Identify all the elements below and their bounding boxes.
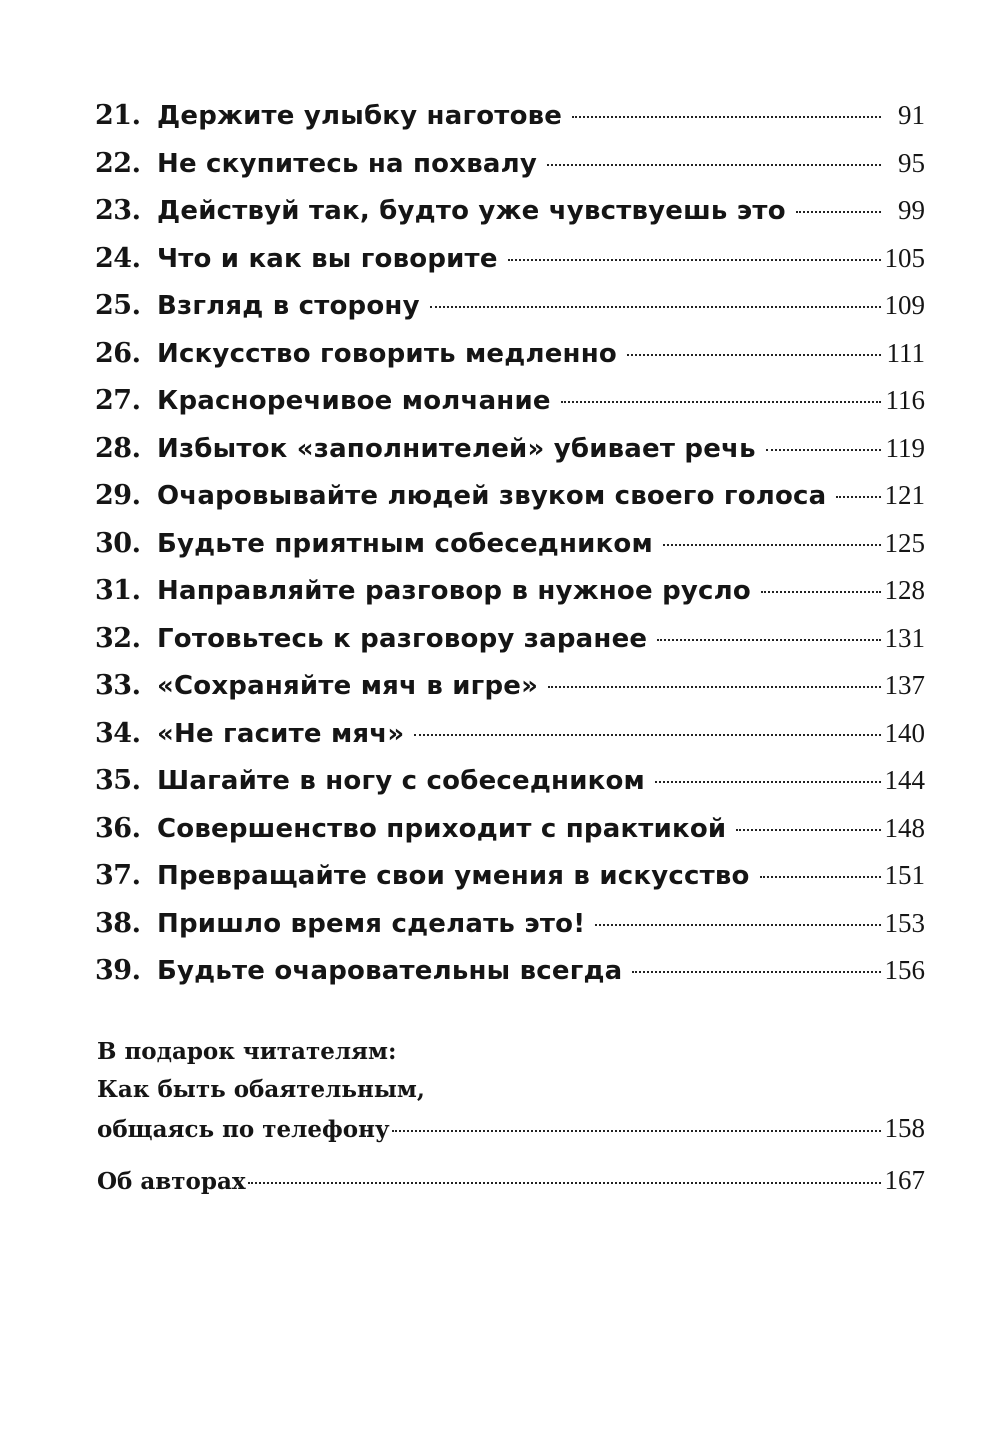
dot-leader [595, 924, 880, 926]
toc-entry-page: 131 [884, 622, 925, 653]
toc-entry-page: 158 [884, 1113, 925, 1143]
bonus-section [97, 1033, 925, 1199]
dot-leader [796, 211, 881, 213]
dot-leader [561, 401, 881, 403]
dot-leader [414, 734, 880, 736]
toc-entry-number: 25. [95, 290, 141, 321]
toc-entry-title: «Не гасите мяч» [157, 718, 405, 749]
authors-title: Об авторах [97, 1168, 246, 1195]
toc-entry-page: 140 [884, 717, 925, 748]
toc-entry-title: Очаровывайте людей звуком своего голоса [157, 481, 827, 511]
toc-entry[interactable] [95, 140, 925, 188]
toc-entry-title: Превращайте свои умения в искусство [157, 861, 750, 891]
toc-entry-title: Направляйте разговор в нужное русло [157, 576, 751, 606]
toc-entry-number: 21. [95, 100, 141, 131]
dot-leader [766, 449, 881, 451]
toc-entry-number: 31. [95, 575, 141, 606]
toc-entry[interactable] [95, 425, 925, 473]
toc-entry-page: 116 [885, 385, 925, 415]
toc-entry-authors[interactable] [97, 1161, 925, 1199]
toc-entry-page: 144 [884, 765, 925, 795]
toc-entry-number: 24. [95, 242, 141, 274]
toc-entry-page: 153 [884, 907, 925, 938]
bonus-title-line: Как быть обаятельным, [97, 1076, 425, 1103]
toc-entry-title: Шагайте в ногу с собеседником [157, 766, 645, 796]
toc-entry-number: 23. [95, 195, 141, 226]
toc-entry-page: 148 [884, 812, 925, 843]
toc-entry-title: Будьте очаровательны всегда [157, 956, 623, 986]
toc-entry[interactable] [95, 567, 925, 615]
toc-entry-page: 121 [884, 480, 925, 510]
toc-entry-page: 167 [884, 1165, 925, 1195]
toc-entry[interactable] [95, 757, 925, 805]
toc-entry-title: Искусство говорить медленно [157, 338, 617, 369]
toc-entry-page: 91 [898, 100, 925, 130]
toc-entry[interactable] [95, 900, 925, 948]
toc-entry-number: 38. [95, 907, 141, 939]
toc-entry-number: 27. [95, 385, 141, 416]
toc-entry-number: 26. [95, 337, 141, 369]
toc-entry-number: 29. [95, 480, 141, 511]
toc-entry[interactable] [95, 947, 925, 995]
dot-leader [248, 1182, 881, 1184]
bonus-heading: В подарок читателям: [97, 1038, 397, 1065]
toc-entry[interactable] [95, 235, 925, 283]
dot-leader [761, 591, 881, 593]
toc-entry-number: 30. [95, 527, 141, 559]
toc-entry-title: Действуй так, будто уже чувствуешь это [157, 196, 786, 226]
toc-entry-page: 137 [884, 670, 925, 700]
dot-leader [632, 971, 880, 973]
dot-leader [657, 639, 880, 641]
dot-leader [760, 876, 881, 878]
toc-entry[interactable] [95, 92, 925, 140]
dot-leader [508, 259, 881, 261]
toc-entry[interactable] [95, 520, 925, 568]
dot-leader [392, 1130, 881, 1132]
dot-leader [627, 354, 881, 356]
toc-entry-number: 39. [95, 955, 141, 986]
dot-leader [655, 781, 881, 783]
dot-leader [547, 164, 881, 166]
toc-entry-title: Совершенство приходит с практикой [157, 813, 727, 844]
toc-entry[interactable] [95, 187, 925, 235]
toc-entry[interactable] [95, 615, 925, 663]
toc-entry-bonus[interactable] [97, 1109, 925, 1147]
toc-entry-page: 99 [898, 195, 925, 225]
toc-entry-title: Красноречивое молчание [157, 386, 551, 416]
toc-entry-page: 125 [884, 527, 925, 558]
toc-entry-title: «Сохраняйте мяч в игре» [157, 671, 539, 701]
toc-entry-title: Держите улыбку наготове [157, 101, 563, 131]
toc-entry-title: Избыток «заполнителей» убивает речь [157, 433, 756, 464]
toc-entry-number: 33. [95, 670, 141, 701]
dot-leader [836, 496, 880, 498]
toc-entry[interactable] [95, 662, 925, 710]
toc-entry-page: 111 [886, 337, 925, 368]
toc-entry[interactable] [95, 282, 925, 330]
toc-entry-page: 105 [884, 242, 925, 273]
toc-entry-page: 109 [884, 290, 925, 320]
toc-entry-title: Пришло время сделать это! [157, 908, 586, 939]
toc-entry-page: 95 [898, 147, 925, 178]
toc-entry-number: 28. [95, 432, 141, 464]
toc-entry-page: 156 [884, 955, 925, 985]
toc-entry-page: 151 [884, 860, 925, 890]
table-of-contents [95, 92, 925, 995]
toc-entry-number: 34. [95, 717, 141, 749]
toc-entry-page: 128 [884, 575, 925, 605]
toc-entry[interactable] [95, 852, 925, 900]
toc-entry[interactable] [95, 377, 925, 425]
toc-entry-number: 32. [95, 622, 141, 654]
toc-entry-number: 35. [95, 765, 141, 796]
dot-leader [572, 116, 881, 118]
toc-entry[interactable] [95, 710, 925, 758]
toc-entry-page: 119 [885, 432, 925, 463]
dot-leader [430, 306, 881, 308]
toc-entry-number: 37. [95, 860, 141, 891]
toc-entry-title: Не скупитесь на похвалу [157, 148, 537, 179]
toc-entry-title: Готовьтесь к разговору заранее [157, 623, 648, 654]
toc-entry[interactable] [95, 472, 925, 520]
toc-entry-number: 22. [95, 147, 141, 179]
toc-entry-title: Что и как вы говорите [157, 243, 498, 274]
bonus-title-last-line: общаясь по телефону [97, 1116, 390, 1143]
toc-entry[interactable] [95, 330, 925, 378]
toc-entry[interactable] [95, 805, 925, 853]
dot-leader [663, 544, 881, 546]
toc-entry-title: Будьте приятным собеседником [157, 528, 653, 559]
toc-entry-number: 36. [95, 812, 141, 844]
dot-leader [736, 829, 880, 831]
dot-leader [548, 686, 880, 688]
toc-entry-title: Взгляд в сторону [157, 291, 420, 321]
